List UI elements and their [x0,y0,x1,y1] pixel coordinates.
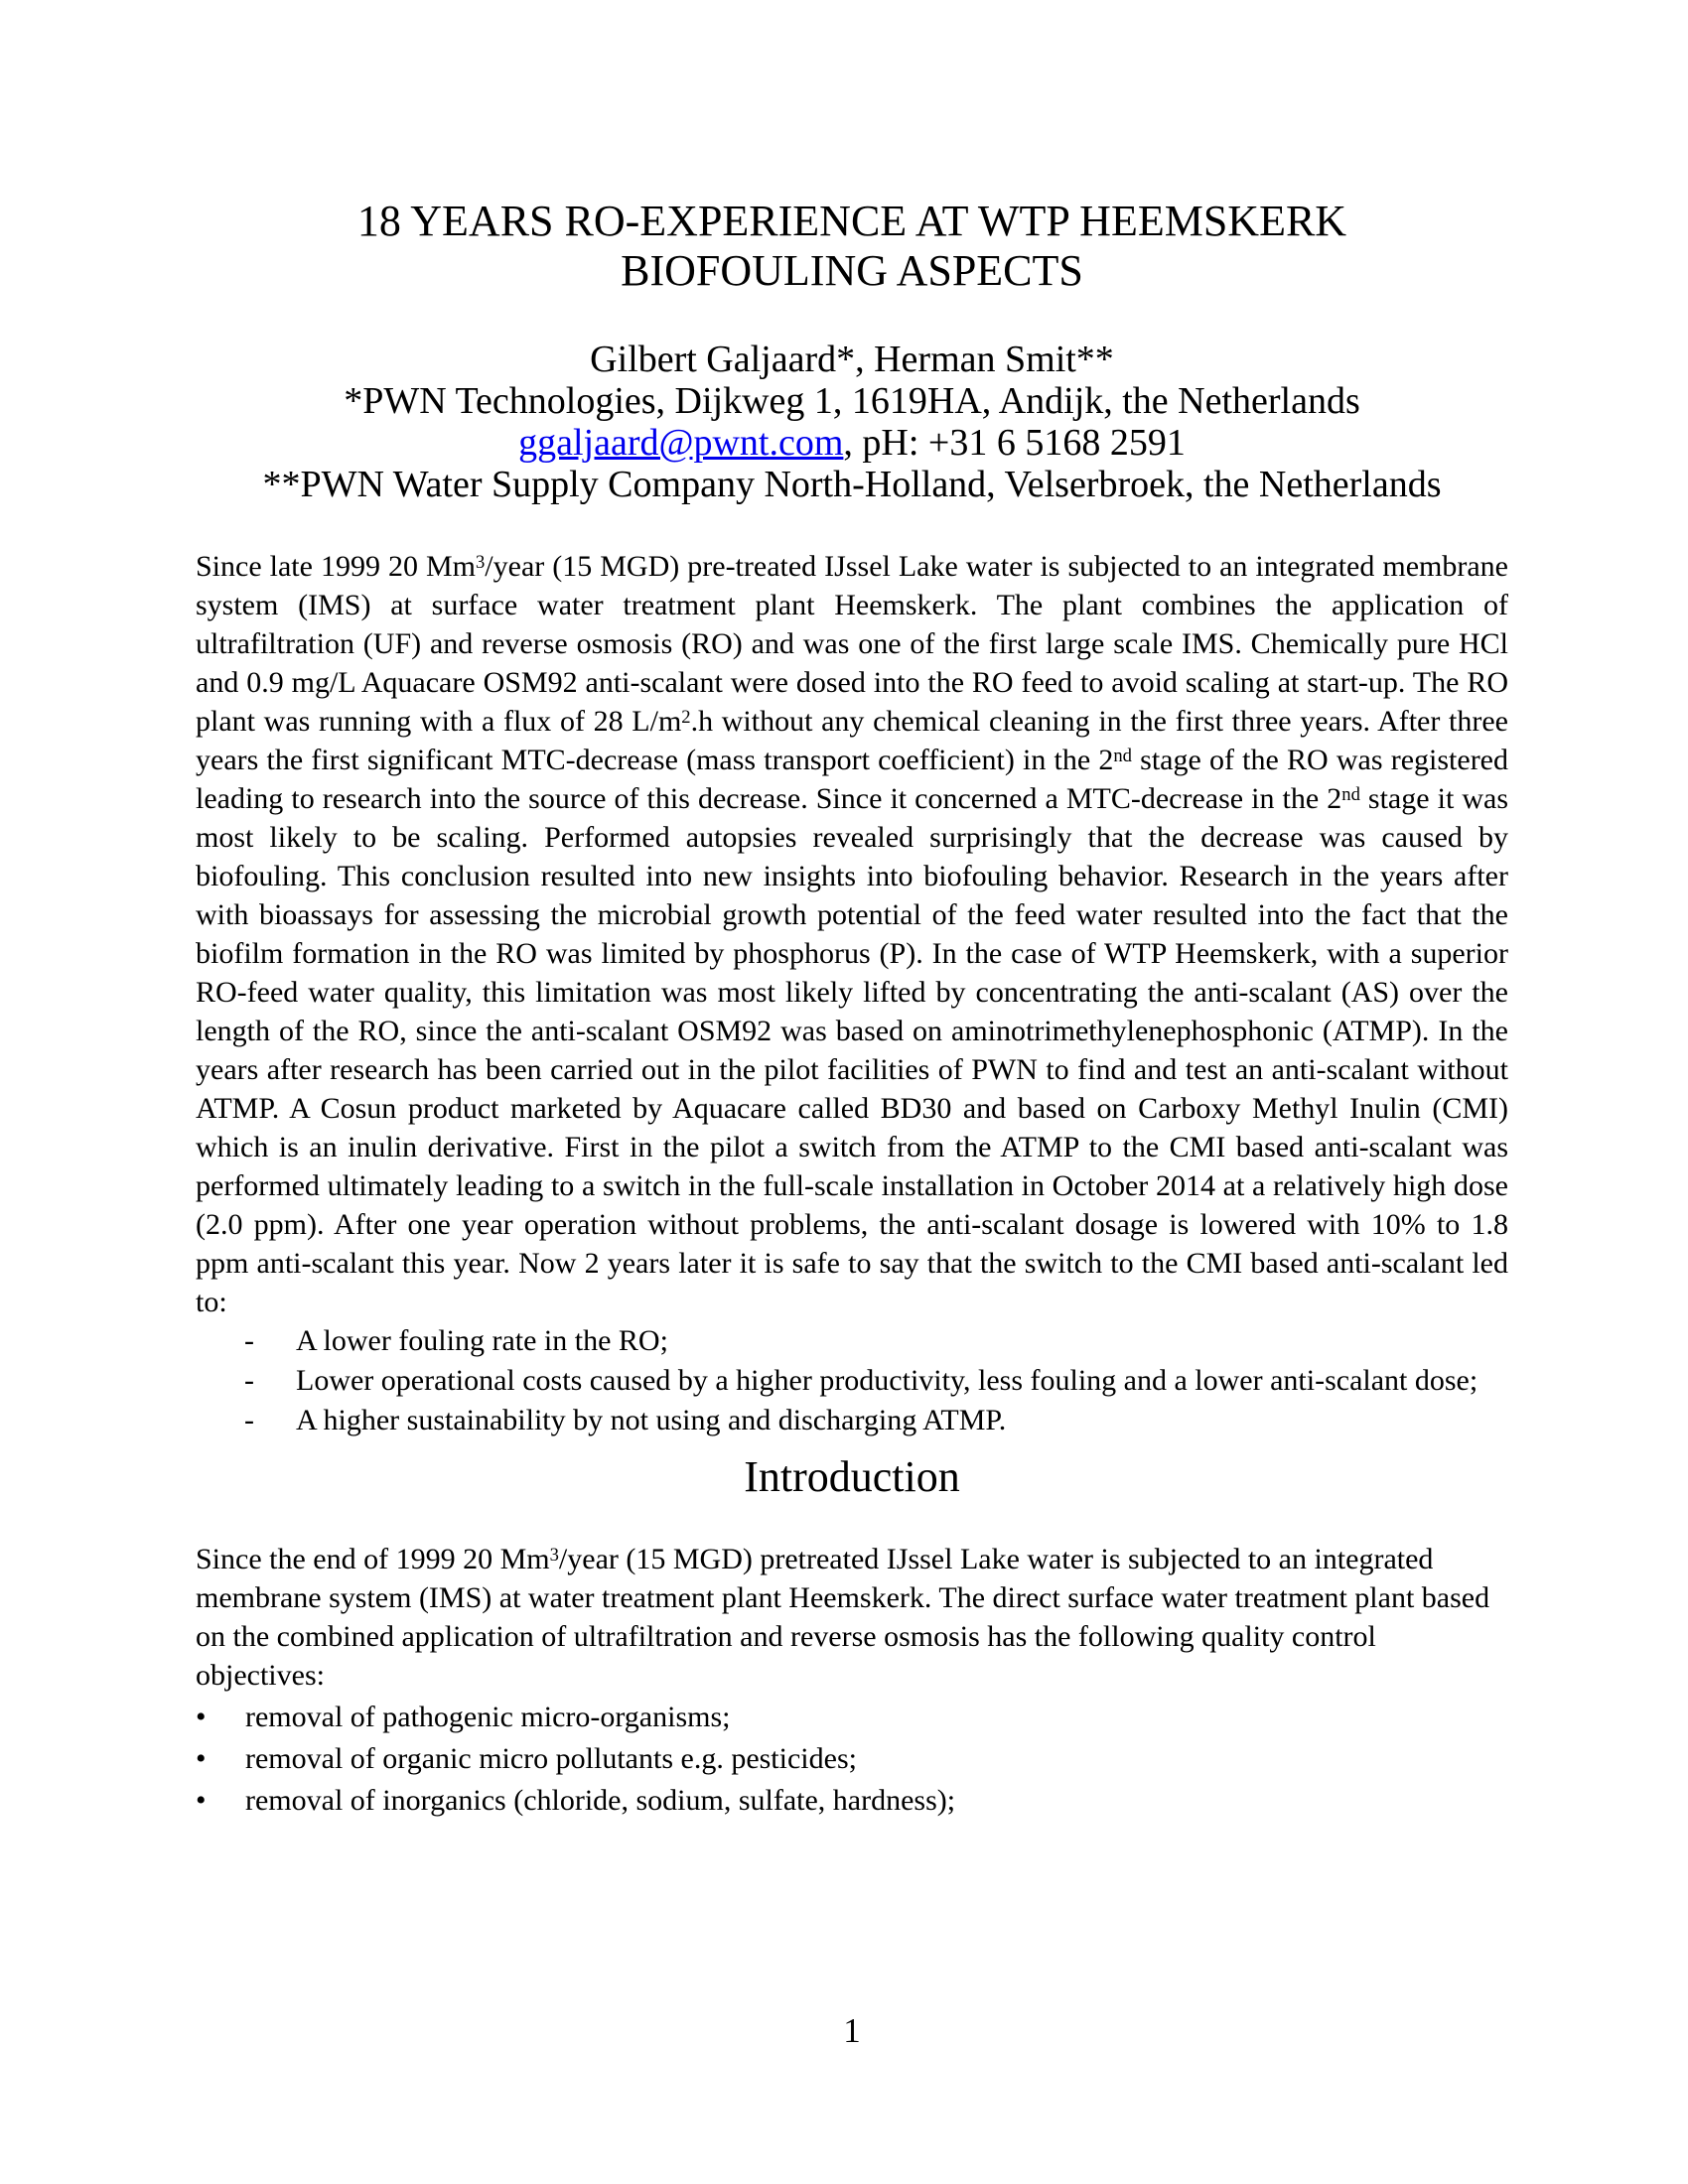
page-content [196,0,1508,1822]
title-line-2: BIOFOULING ASPECTS [621,246,1083,295]
affiliation-line-2: **PWN Water Supply Company North-Holland, Velserbroek, the Netherlands [262,464,1442,505]
bullet-marker: • [196,1701,207,1733]
page-number: 1 [843,2011,861,2050]
quality-objectives-list [196,1697,1508,1822]
list-item [196,1780,1508,1822]
dash-marker: - [244,1364,254,1397]
author-block [196,339,1508,505]
list-item-text: removal of inorganics (chloride, sodium, sulfate, hardness); [245,1784,956,1817]
abstract-paragraph: Since late 1999 20 Mm$^3$/year (15 MGD) pre-treated IJssel Lake water is subjected to an integrated membrane system (IMS) at surface water treatment plant Heemskerk. The plant combines the application of ultrafiltration (UF) and reverse osmosis (RO) and was one of the first large scale IMS. Chemically pure HCl and 0.9 mg/L Aquacare OSM92 anti-scalant were dosed into the RO feed to avoid scaling at start-up. The RO plant was running with a flux of 28 $L/m^2.h$ without any chemical cleaning in the first three years. After three years the first significant MTC-decrease (mass transport coefficient) in the 2nd stage of the RO was registered leading to research into the source of this decrease. Since it concerned a MTC-decrease in the 2nd stage it was most likely to be scaling. Performed autopsies revealed surprisingly that the decrease was caused by biofouling. This conclusion resulted into new insights into biofouling behavior. Research in the years after with bioassays for assessing the microbial growth potential of the feed water resulted into the fact that the biofilm formation in the RO was limited by phosphorus (P). In the case of WTP Heemskerk, with a superior RO-feed water quality, this limitation was most likely lifted by concentrating the anti-scalant (AS) over the length of the RO, since the anti-scalant OSM92 was based on aminotrimethylenephosphonic (ATMP). In the years after research has been carried out in the pilot facilities of PWN to find and test an anti-scalant without ATMP. A Cosun product marketed by Aquacare called BD30 and based on Carboxy Methyl Inulin (CMI) which is an inulin derivative. First in the pilot a switch from the ATMP to the CMI based anti-scalant was performed ultimately leading to a switch in the full-scale installation in October 2014 at a relatively high dose (2.0 ppm). After one year operation without problems, the anti-scalant dosage is lowered with 10% to 1.8 ppm anti-scalant this year. Now 2 years later it is safe to say that the switch to the CMI based anti-scalant led to: [196,550,1508,1318]
list-item-text: A lower fouling rate in the RO; [296,1324,668,1357]
authors-line: Gilbert Galjaard*, Herman Smit** [590,339,1114,380]
bullet-marker: • [196,1784,207,1817]
paper-title [196,0,1508,296]
email-link[interactable]: ggaljaard@pwnt.com [518,422,844,464]
title-line-1: 18 YEARS RO-EXPERIENCE AT WTP HEEMSKERK [356,197,1347,245]
list-item-text: A higher sustainability by not using and discharging ATMP. [296,1404,1007,1436]
list-item [196,1321,1508,1361]
list-item [196,1697,1508,1738]
list-item-text: Lower operational costs caused by a higher productivity, less fouling and a lower anti-scalant dose; [296,1364,1478,1397]
contact-suffix: , pH: +31 6 5168 2591 [843,422,1186,464]
dash-marker: - [244,1324,254,1357]
introduction-paragraph: Since the end of 1999 20 Mm$^3$/year (15 MGD) pretreated IJssel Lake water is subjected to an integrated membrane system (IMS) at water treatment plant Heemskerk. The direct surface water treatment plant based on the combined application of ultrafiltration and reverse osmosis has the following quality control objectives: [196,1543,1490,1692]
list-item-text: removal of pathogenic micro-organisms; [245,1701,731,1733]
list-item [196,1361,1508,1401]
contact-line [196,422,1508,464]
list-item [196,1401,1508,1440]
list-item [196,1738,1508,1780]
affiliation-line-1: *PWN Technologies, Dijkweg 1, 1619HA, Andijk, the Netherlands [344,380,1360,422]
bullet-marker: • [196,1742,207,1775]
section-heading-introduction: Introduction [744,1452,960,1501]
dash-marker: - [244,1404,254,1436]
abstract-conclusions-list [196,1321,1508,1440]
list-item-text: removal of organic micro pollutants e.g. pesticides; [245,1742,857,1775]
